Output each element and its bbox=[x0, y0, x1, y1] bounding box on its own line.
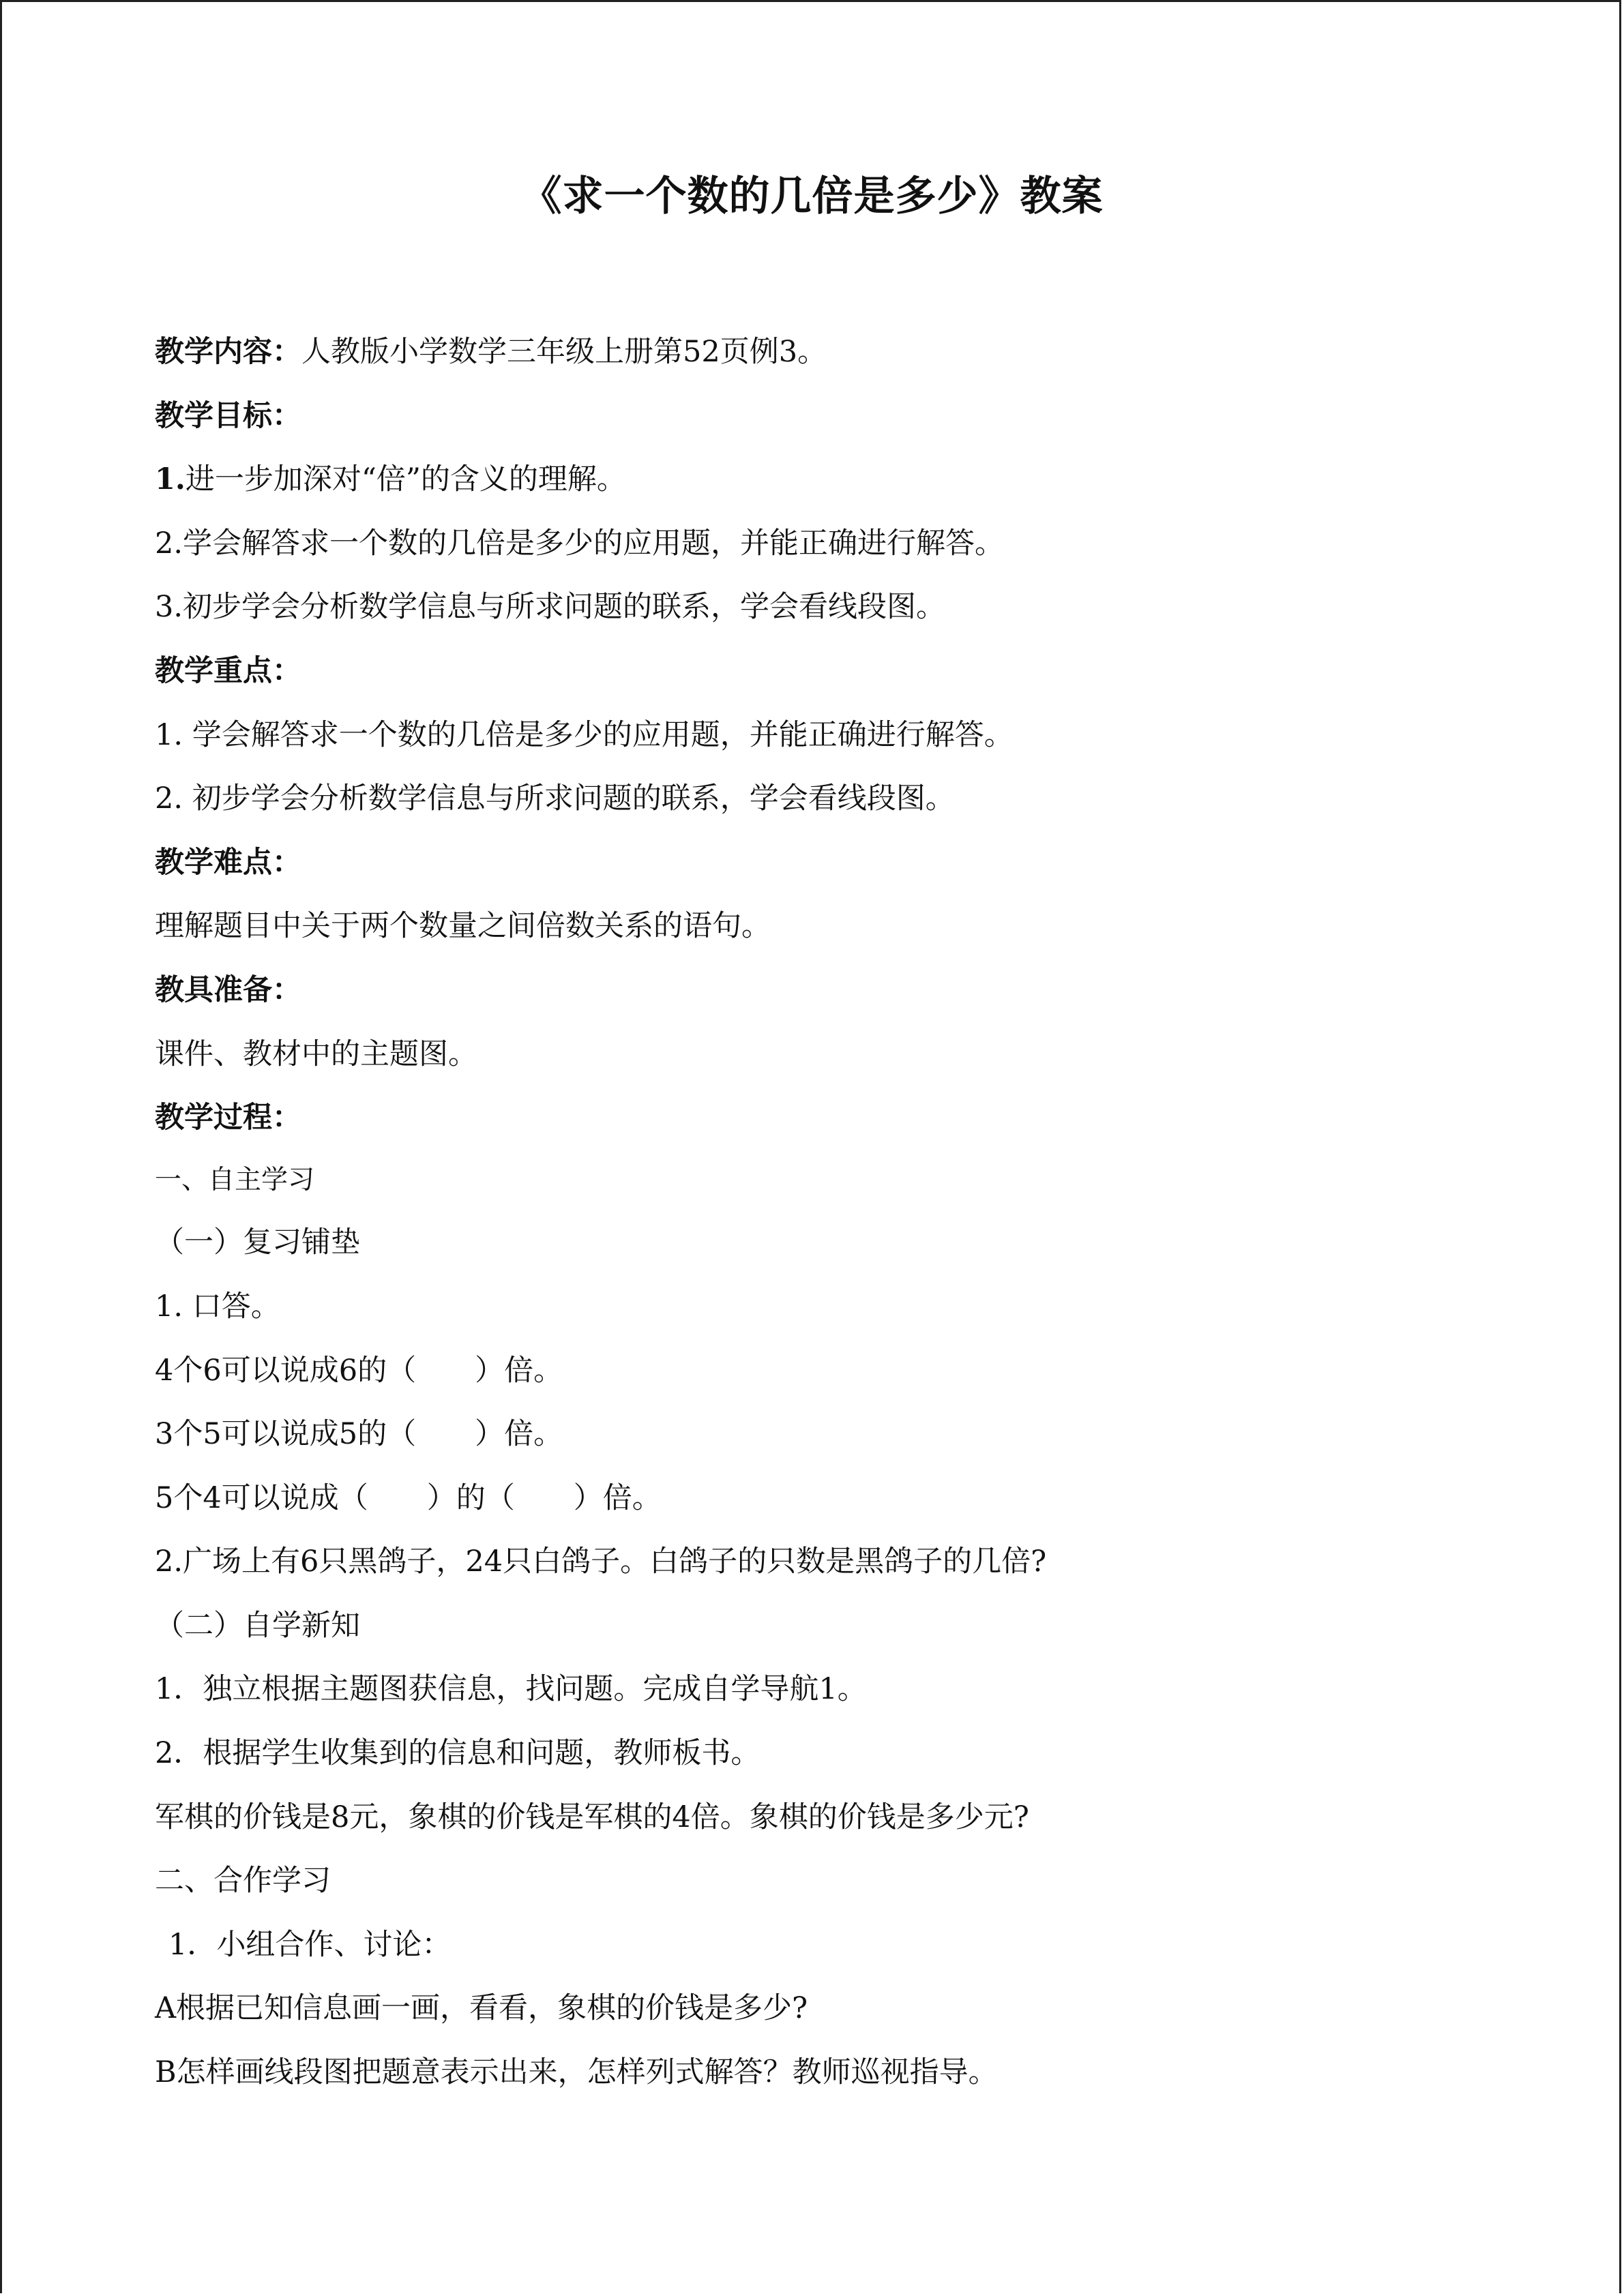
subsection-new-knowledge: （二）自学新知 bbox=[155, 1608, 360, 1643]
review-item-oral: 1. 口答。 bbox=[155, 1289, 280, 1324]
goal-item-3: 3.初步学会分析数学信息与所求问题的联系，学会看线段图。 bbox=[155, 590, 946, 625]
goal-item-1-number: 1. bbox=[155, 462, 186, 497]
discussion-item-b: B怎样画线段图把题意表示出来，怎样列式解答？教师巡视指导。 bbox=[155, 2055, 998, 2090]
materials-text: 课件、教材中的主题图。 bbox=[155, 1037, 477, 1071]
teaching-content-line bbox=[155, 331, 1492, 372]
discussion-item-a: A根据已知信息画一画，看看，象棋的价钱是多少? bbox=[155, 1991, 808, 2026]
goal-item-2: 2.学会解答求一个数的几倍是多少的应用题，并能正确进行解答。 bbox=[155, 526, 1005, 561]
section-cooperative-study: 二、合作学习 bbox=[155, 1864, 331, 1898]
document-body bbox=[155, 331, 1492, 2116]
oral-question-2: 3个5可以说成5的（ ）倍。 bbox=[155, 1417, 563, 1452]
oral-question-1: 4个6可以说成6的（ ）倍。 bbox=[155, 1353, 563, 1388]
heading-process: 教学过程： bbox=[155, 1101, 301, 1135]
teaching-content-label: 教学内容： bbox=[155, 335, 301, 369]
document-title: 《求一个数的几倍是多少》教案 bbox=[520, 173, 1104, 220]
heading-materials: 教具准备： bbox=[155, 972, 301, 1007]
subsection-review: （一）复习铺垫 bbox=[155, 1225, 360, 1260]
section-self-study: 一、自主学习 bbox=[155, 1164, 315, 1195]
chess-price-problem: 军棋的价钱是8元，象棋的价钱是军棋的4倍。象棋的价钱是多少元? bbox=[155, 1800, 1029, 1834]
key-point-2: 2. 初步学会分析数学信息与所求问题的联系，学会看线段图。 bbox=[155, 781, 955, 816]
heading-teaching-goals: 教学目标： bbox=[155, 398, 301, 433]
review-item-pigeons: 2.广场上有6只黑鸽子，24只白鸽子。白鸽子的只数是黑鸽子的几倍? bbox=[155, 1545, 1047, 1579]
new-knowledge-item-1: 1．独立根据主题图获信息，找问题。完成自学导航1。 bbox=[155, 1672, 867, 1707]
oral-question-3: 5个4可以说成（ ）的（ ）倍。 bbox=[155, 1480, 662, 1515]
new-knowledge-item-2: 2．根据学生收集到的信息和问题，教师板书。 bbox=[155, 1736, 761, 1771]
difficulty-text: 理解题目中关于两个数量之间倍数关系的语句。 bbox=[155, 909, 771, 944]
heading-difficulty: 教学难点： bbox=[155, 845, 301, 880]
key-point-1: 1. 学会解答求一个数的几倍是多少的应用题，并能正确进行解答。 bbox=[155, 717, 1014, 752]
heading-key-points: 教学重点： bbox=[155, 653, 301, 688]
teaching-content-text: 人教版小学数学三年级上册第52页例3。 bbox=[301, 335, 827, 369]
group-discussion: 1．小组合作、讨论： bbox=[168, 1927, 452, 1962]
goal-item-1-text: 进一步加深对“倍”的含义的理解。 bbox=[185, 462, 626, 497]
goal-item-1 bbox=[155, 459, 1492, 500]
